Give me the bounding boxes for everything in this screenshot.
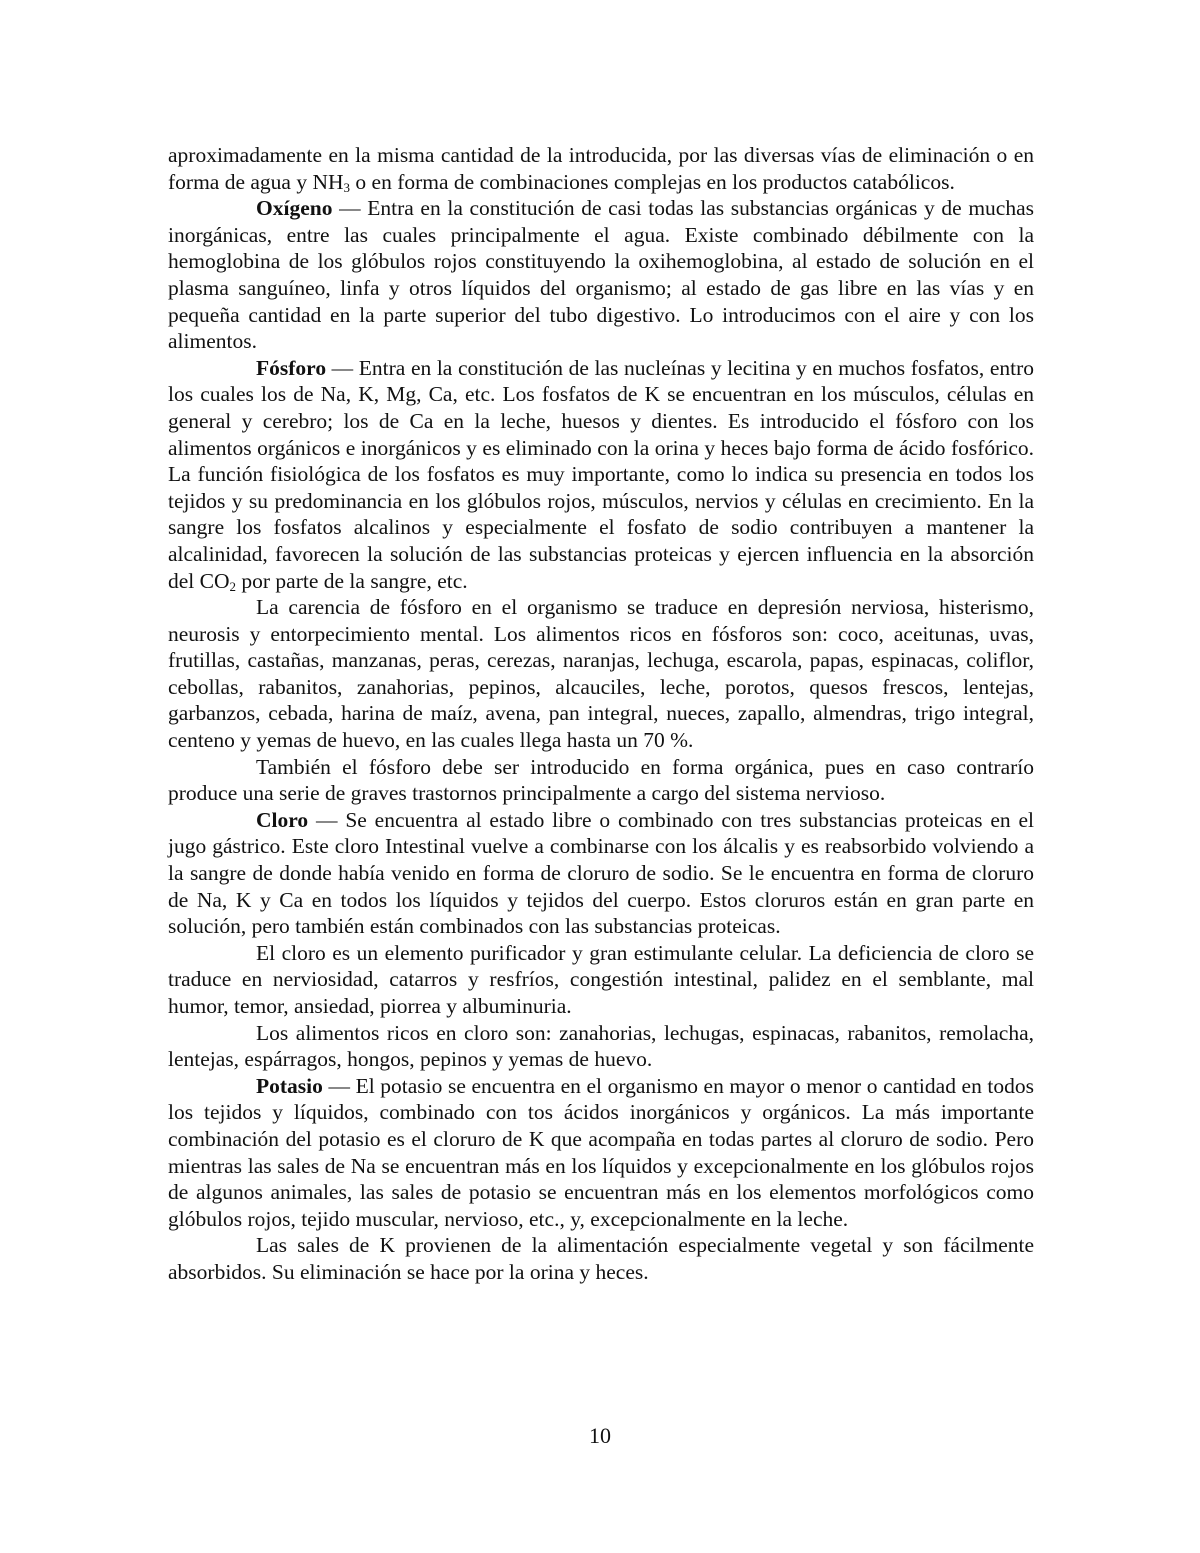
carencia-fosforo-paragraph: La carencia de fósforo en el organismo se traduce en depresión nerviosa, histerismo, neurosis y entorpecimiento mental. Los alimentos ricos en fósforos son: coco, aceitunas, uvas, frutillas, castañas, manzanas, peras, cerezas, naranjas, lechuga, escarola, papas, espinacas, coliflor, cebollas, rabanitos, zanahorias, pepinos, alcauciles, leche, porotos, quesos frescos, lentejas, garbanzos, cebada, harina de maíz, avena, pan integral, nueces, zapallo, almendras, trigo integral, centeno y yemas de huevo, en las cuales llega hasta un 70 %. bbox=[168, 595, 1034, 753]
intro-paragraph bbox=[168, 142, 1034, 195]
cloro-heading: Cloro bbox=[256, 807, 309, 832]
cloro-text: — Se encuentra al estado libre o combinado con tres substancias proteicas en el jugo gástrico. Este cloro Intestinal vuelve a combinarse con los álcalis y es reabsorbido volviendo a la sangre de donde había venido en forma de cloruro de sodio. Se le encuentra en forma de cloruro de Na, K y Ca en todos los líquidos y tejidos del cuerpo. Estos cloruros están en gran parte en solución, pero también están combinados con las substancias proteicas. bbox=[168, 807, 1034, 939]
fosforo-paragraph bbox=[168, 355, 1034, 594]
oxigeno-paragraph bbox=[168, 195, 1034, 355]
cloro-paragraph bbox=[168, 807, 1034, 940]
page-number: 10 bbox=[589, 1423, 611, 1448]
oxigeno-heading: Oxígeno bbox=[256, 196, 333, 221]
intro-text-2: o en forma de combinaciones complejas en los productos catabólicos. bbox=[350, 169, 955, 194]
document-body bbox=[168, 142, 1034, 1286]
cloro-purificador-paragraph: El cloro es un elemento purificador y gran estimulante celular. La deficiencia de cloro se traduce en nerviosidad, catarros y resfríos, congestión intestinal, palidez en el semblante, mal humor, temor, ansiedad, piorrea y albuminuria. bbox=[168, 940, 1034, 1018]
potasio-text: — El potasio se encuentra en el organismo en mayor o menor o cantidad en todos los tejidos y líquidos, combinado con tos ácidos inorgánicos y orgánicos. La más importante combinación del potasio es el cloruro de K que acompaña en todas partes al cloruro de sodio. Pero mientras las sales de Na se encuentran más en los líquidos y excepcionalmente en los glóbulos rojos de algunos animales, las sales de potasio se encuentran más en los elementos morfológicos como glóbulos rojos, tejido muscular, nervioso, etc., y, excepcionalmente en la leche. bbox=[168, 1073, 1034, 1231]
potasio-heading: Potasio bbox=[256, 1073, 323, 1098]
fosforo-organica-paragraph: También el fósforo debe ser introducido en forma orgánica, pues en caso contrarío produce una serie de graves trastornos principalmente a cargo del sistema nervioso. bbox=[168, 754, 1034, 806]
fosforo-heading: Fósforo bbox=[256, 355, 327, 380]
fosforo-text-2: por parte de la sangre, etc. bbox=[236, 568, 468, 593]
intro-text-1: aproximadamente en la misma cantidad de la introducida, por las diversas vías de eliminación o en forma de agua y NH bbox=[168, 143, 1034, 194]
potasio-sales-paragraph: Las sales de K provienen de la alimentación especialmente vegetal y son fácilmente absorbidos. Su eliminación se hace por la orina y heces. bbox=[168, 1233, 1034, 1284]
potasio-paragraph bbox=[168, 1073, 1034, 1233]
nh3-subscript: 3 bbox=[343, 179, 351, 195]
fosforo-text-1: — Entra en la constitución de las nucleínas y lecitina y en muchos fosfatos, entro los cuales los de Na, K, Mg, Ca, etc. Los fosfatos de K se encuentran en los músculos, células en general y cerebro; los de Ca en la leche, huesos y dientes. Es introducido el fósforo con los alimentos orgánicos e inorgánicos y es eliminado con la orina y heces bajo forma de ácido fosfórico. La función fisiológica de los fosfatos es muy importante, como lo indica su presencia en todos los tejidos y su predominancia en los glóbulos rojos, músculos, nervios y células en crecimiento. En la sangre los fosfatos alcalinos y especialmente el fosfato de sodio contribuyen a mantener la alcalinidad, favorecen la solución de las substancias proteicas y ejercen influencia en la absorción del CO bbox=[168, 355, 1034, 593]
co2-subscript: 2 bbox=[229, 578, 237, 594]
cloro-alimentos-paragraph: Los alimentos ricos en cloro son: zanahorias, lechugas, espinacas, rabanitos, remolacha, lentejas, espárragos, hongos, pepinos y yemas de huevo. bbox=[168, 1020, 1034, 1072]
oxigeno-text: — Entra en la constitución de casi todas las substancias orgánicas y de muchas inorgánicas, entre las cuales principalmente el agua. Existe combinado débilmente con la hemoglobina de los glóbulos rojos constituyendo la oxihemoglobina, al estado de solución en el plasma sanguíneo, linfa y otros líquidos del organismo; al estado de gas libre en las vías y en pequeña cantidad en la parte superior del tubo digestivo. Lo introducimos con el aire y con los alimentos. bbox=[168, 196, 1034, 354]
